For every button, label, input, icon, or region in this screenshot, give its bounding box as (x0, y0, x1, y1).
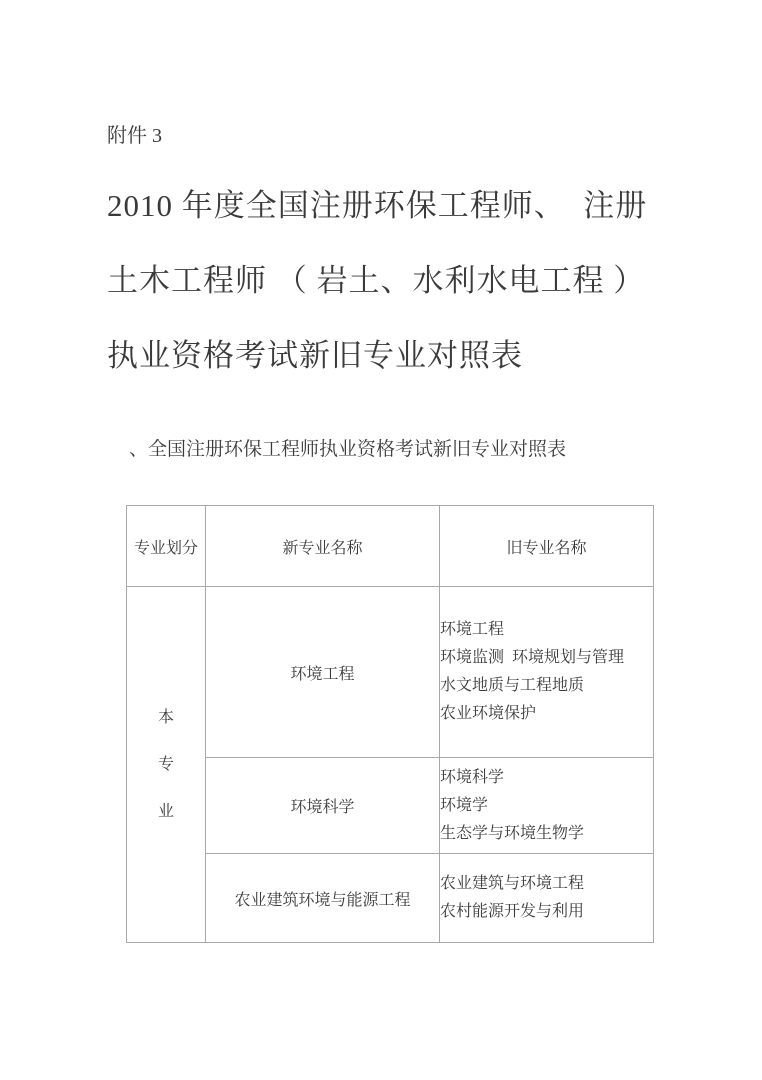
old-majors-cell (440, 854, 654, 943)
new-major-cell: 农业建筑环境与能源工程 (206, 854, 440, 943)
attachment-label: 附件 3 (107, 125, 162, 147)
new-major-cell: 环境科学 (206, 758, 440, 854)
document-title (107, 168, 677, 393)
category-cell-benzhuanye (127, 587, 206, 943)
old-major-line: 环境科学 (440, 768, 505, 786)
category-char-3: 业 (157, 803, 174, 820)
new-major-cell: 环境工程 (206, 587, 440, 758)
old-majors-cell (440, 587, 654, 758)
old-major-line: 农村能源开发与利用 (440, 903, 585, 920)
old-major-line: 水文地质与工程地质 (440, 677, 585, 694)
category-char-2: 专 (157, 756, 174, 773)
old-major-line: 环境工程 (440, 621, 505, 638)
title-line-1: 2010 年度全国注册环保工程师、 注册 (107, 188, 648, 223)
header-new-major-name: 新专业名称 (206, 506, 440, 587)
old-major-line: 农业建筑与环境工程 (440, 875, 585, 892)
title-line-2: 土木工程师 （ 岩土、水利水电工程 ） (107, 263, 646, 298)
table-header-row (127, 506, 654, 587)
major-comparison-table (126, 505, 654, 943)
old-major-line: 环境监测 环境规划与管理 (440, 649, 625, 666)
old-major-line: 环境学 (440, 796, 489, 814)
table-row (127, 587, 654, 758)
old-majors-cell (440, 758, 654, 854)
old-major-line: 农业环境保护 (440, 705, 537, 722)
title-line-3: 执业资格考试新旧专业对照表 (107, 338, 523, 373)
header-old-major-name: 旧专业名称 (440, 506, 654, 587)
table-row (127, 758, 654, 854)
table-row (127, 854, 654, 943)
header-major-division: 专业划分 (127, 506, 206, 587)
category-char-1: 本 (157, 709, 174, 726)
old-major-line: 生态学与环境生物学 (440, 824, 585, 842)
section-title: 、全国注册环保工程师执业资格考试新旧专业对照表 (129, 439, 567, 460)
